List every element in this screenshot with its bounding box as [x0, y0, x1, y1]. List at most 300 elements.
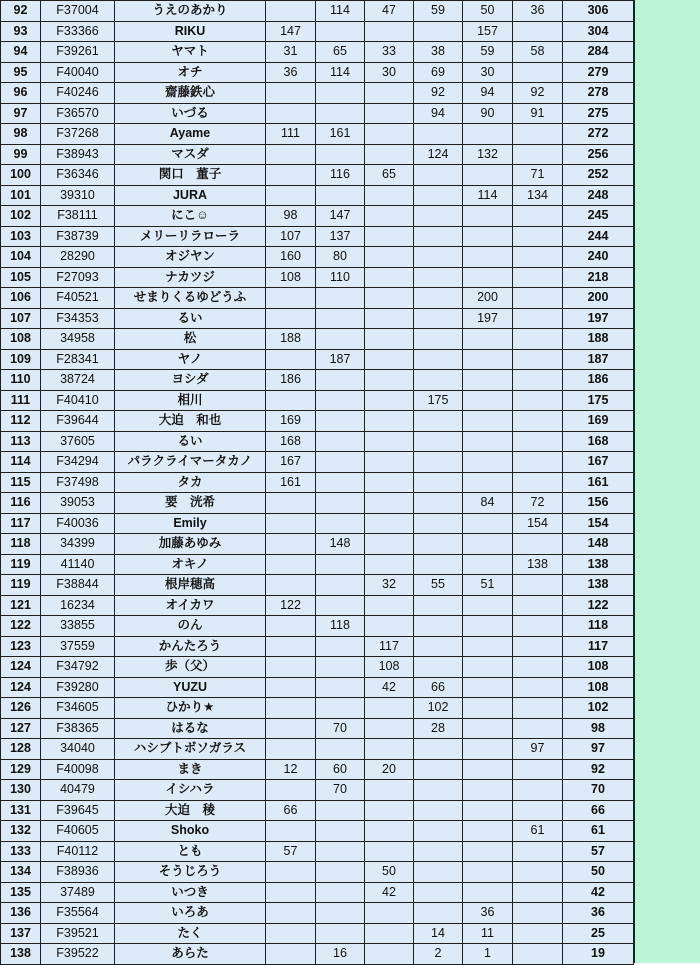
- rank-cell: 116: [1, 493, 41, 514]
- table-row: [1, 636, 634, 657]
- score-cell: [365, 534, 414, 555]
- score-cell: [463, 616, 513, 637]
- score-cell: [414, 288, 463, 309]
- total-score-cell: 278: [563, 83, 634, 104]
- score-cell: [365, 226, 414, 247]
- player-name-cell: Emily: [115, 513, 266, 534]
- score-cell: 50: [365, 862, 414, 883]
- score-cell: [513, 903, 563, 924]
- player-name-cell: るい: [115, 308, 266, 329]
- score-cell: [513, 370, 563, 391]
- score-cell: 91: [513, 103, 563, 124]
- score-cell: 147: [266, 21, 316, 42]
- score-cell: [365, 739, 414, 760]
- score-cell: 36: [266, 62, 316, 83]
- score-cell: 132: [463, 144, 513, 165]
- player-name-cell: ハシブトボソガラス: [115, 739, 266, 760]
- score-cell: [513, 411, 563, 432]
- score-cell: [463, 595, 513, 616]
- rank-cell: 110: [1, 370, 41, 391]
- score-cell: [513, 944, 563, 965]
- total-score-cell: 57: [563, 841, 634, 862]
- member-id-cell: 41140: [41, 554, 115, 575]
- score-cell: [316, 83, 365, 104]
- score-cell: [463, 862, 513, 883]
- score-cell: [365, 103, 414, 124]
- score-cell: [414, 759, 463, 780]
- member-id-cell: F40040: [41, 62, 115, 83]
- score-cell: [414, 554, 463, 575]
- score-cell: 60: [316, 759, 365, 780]
- table-row: [1, 944, 634, 965]
- score-cell: [365, 349, 414, 370]
- score-cell: [266, 144, 316, 165]
- score-cell: [513, 882, 563, 903]
- score-cell: [316, 862, 365, 883]
- score-cell: [266, 636, 316, 657]
- score-cell: [316, 903, 365, 924]
- member-id-cell: F37498: [41, 472, 115, 493]
- score-cell: [463, 370, 513, 391]
- score-cell: [365, 944, 414, 965]
- score-cell: [463, 329, 513, 350]
- table-row: [1, 288, 634, 309]
- score-cell: [365, 493, 414, 514]
- table-row: [1, 513, 634, 534]
- score-cell: [316, 21, 365, 42]
- table-row: [1, 903, 634, 924]
- score-cell: [414, 411, 463, 432]
- score-cell: [316, 308, 365, 329]
- rank-cell: 114: [1, 452, 41, 473]
- rank-cell: 95: [1, 62, 41, 83]
- score-cell: [463, 247, 513, 268]
- score-cell: [414, 493, 463, 514]
- score-cell: [266, 718, 316, 739]
- total-score-cell: 108: [563, 677, 634, 698]
- table-row: [1, 882, 634, 903]
- score-cell: 98: [266, 206, 316, 227]
- score-cell: [365, 390, 414, 411]
- score-cell: 30: [463, 62, 513, 83]
- score-cell: [365, 595, 414, 616]
- score-cell: [266, 308, 316, 329]
- member-id-cell: 34040: [41, 739, 115, 760]
- player-name-cell: あらた: [115, 944, 266, 965]
- score-cell: 137: [316, 226, 365, 247]
- score-cell: [513, 226, 563, 247]
- total-score-cell: 168: [563, 431, 634, 452]
- member-id-cell: F40036: [41, 513, 115, 534]
- score-cell: [365, 800, 414, 821]
- player-name-cell: まき: [115, 759, 266, 780]
- score-cell: 12: [266, 759, 316, 780]
- table-row: [1, 247, 634, 268]
- player-name-cell: いろあ: [115, 903, 266, 924]
- score-cell: 47: [365, 1, 414, 22]
- score-cell: [513, 534, 563, 555]
- player-name-cell: YUZU: [115, 677, 266, 698]
- score-cell: 161: [316, 124, 365, 145]
- rank-cell: 105: [1, 267, 41, 288]
- rank-cell: 118: [1, 534, 41, 555]
- rank-cell: 131: [1, 800, 41, 821]
- total-score-cell: 102: [563, 698, 634, 719]
- score-cell: [463, 677, 513, 698]
- score-cell: 70: [316, 780, 365, 801]
- score-cell: [316, 595, 365, 616]
- score-cell: [414, 636, 463, 657]
- score-cell: [316, 493, 365, 514]
- score-cell: [414, 267, 463, 288]
- score-cell: [365, 472, 414, 493]
- player-name-cell: とも: [115, 841, 266, 862]
- score-cell: 147: [316, 206, 365, 227]
- player-name-cell: オジヤン: [115, 247, 266, 268]
- score-cell: [463, 821, 513, 842]
- member-id-cell: F34792: [41, 657, 115, 678]
- score-cell: [365, 841, 414, 862]
- score-cell: [463, 800, 513, 821]
- member-id-cell: F34294: [41, 452, 115, 473]
- score-cell: [513, 780, 563, 801]
- rank-cell: 138: [1, 944, 41, 965]
- score-cell: [463, 165, 513, 186]
- score-cell: 187: [316, 349, 365, 370]
- total-score-cell: 245: [563, 206, 634, 227]
- total-score-cell: 118: [563, 616, 634, 637]
- score-cell: 124: [414, 144, 463, 165]
- member-id-cell: F28341: [41, 349, 115, 370]
- score-cell: [316, 554, 365, 575]
- score-cell: 50: [463, 1, 513, 22]
- score-cell: [513, 472, 563, 493]
- score-cell: 57: [266, 841, 316, 862]
- score-cell: 111: [266, 124, 316, 145]
- member-id-cell: 34399: [41, 534, 115, 555]
- score-cell: [266, 677, 316, 698]
- score-cell: [463, 534, 513, 555]
- score-cell: [365, 124, 414, 145]
- score-cell: [513, 657, 563, 678]
- score-cell: [414, 903, 463, 924]
- score-cell: [266, 780, 316, 801]
- table-row: [1, 739, 634, 760]
- score-cell: 138: [513, 554, 563, 575]
- player-name-cell: はるな: [115, 718, 266, 739]
- score-cell: 58: [513, 42, 563, 63]
- member-id-cell: F38739: [41, 226, 115, 247]
- score-cell: 42: [365, 677, 414, 698]
- score-cell: [414, 800, 463, 821]
- member-id-cell: F39280: [41, 677, 115, 698]
- table-row: [1, 821, 634, 842]
- score-cell: [513, 759, 563, 780]
- score-cell: 122: [266, 595, 316, 616]
- score-cell: 72: [513, 493, 563, 514]
- score-cell: [266, 657, 316, 678]
- table-row: [1, 534, 634, 555]
- score-cell: [414, 206, 463, 227]
- score-cell: [513, 267, 563, 288]
- table-row: [1, 431, 634, 452]
- score-cell: [365, 144, 414, 165]
- score-cell: 118: [316, 616, 365, 637]
- score-cell: 167: [266, 452, 316, 473]
- score-cell: 70: [316, 718, 365, 739]
- score-cell: [463, 657, 513, 678]
- table-row: [1, 493, 634, 514]
- score-cell: [316, 472, 365, 493]
- score-cell: [316, 677, 365, 698]
- score-cell: [463, 636, 513, 657]
- rank-cell: 134: [1, 862, 41, 883]
- table-row: [1, 349, 634, 370]
- score-cell: 20: [365, 759, 414, 780]
- score-cell: [414, 780, 463, 801]
- member-id-cell: F27093: [41, 267, 115, 288]
- rank-cell: 119: [1, 554, 41, 575]
- member-id-cell: F39645: [41, 800, 115, 821]
- score-cell: 55: [414, 575, 463, 596]
- player-name-cell: メリーリラローラ: [115, 226, 266, 247]
- table-row: [1, 124, 634, 145]
- total-score-cell: 19: [563, 944, 634, 965]
- total-score-cell: 70: [563, 780, 634, 801]
- member-id-cell: F33366: [41, 21, 115, 42]
- score-cell: [316, 513, 365, 534]
- player-name-cell: オキノ: [115, 554, 266, 575]
- table-row: [1, 206, 634, 227]
- score-cell: 66: [414, 677, 463, 698]
- player-name-cell: 相川: [115, 390, 266, 411]
- rank-cell: 121: [1, 595, 41, 616]
- score-cell: [414, 185, 463, 206]
- rank-cell: 92: [1, 1, 41, 22]
- score-cell: [365, 616, 414, 637]
- score-cell: 33: [365, 42, 414, 63]
- score-cell: [316, 329, 365, 350]
- rank-cell: 111: [1, 390, 41, 411]
- player-name-cell: たく: [115, 923, 266, 944]
- player-name-cell: RIKU: [115, 21, 266, 42]
- table-row: [1, 21, 634, 42]
- score-cell: [414, 882, 463, 903]
- score-cell: [266, 103, 316, 124]
- score-cell: [463, 124, 513, 145]
- player-name-cell: 要 洸希: [115, 493, 266, 514]
- score-cell: 186: [266, 370, 316, 391]
- score-cell: [316, 411, 365, 432]
- score-cell: [463, 349, 513, 370]
- score-cell: [414, 452, 463, 473]
- rank-cell: 126: [1, 698, 41, 719]
- score-cell: 16: [316, 944, 365, 965]
- table-row: [1, 841, 634, 862]
- score-cell: 59: [463, 42, 513, 63]
- member-id-cell: F37268: [41, 124, 115, 145]
- score-cell: [414, 595, 463, 616]
- total-score-cell: 167: [563, 452, 634, 473]
- player-name-cell: せまりくるゆどうふ: [115, 288, 266, 309]
- score-cell: [513, 698, 563, 719]
- total-score-cell: 284: [563, 42, 634, 63]
- score-cell: 188: [266, 329, 316, 350]
- score-cell: [316, 698, 365, 719]
- total-score-cell: 98: [563, 718, 634, 739]
- score-cell: [414, 841, 463, 862]
- score-cell: [414, 534, 463, 555]
- total-score-cell: 187: [563, 349, 634, 370]
- table-row: [1, 718, 634, 739]
- member-id-cell: F40246: [41, 83, 115, 104]
- score-cell: [513, 431, 563, 452]
- member-id-cell: F34353: [41, 308, 115, 329]
- score-cell: 154: [513, 513, 563, 534]
- score-cell: [365, 411, 414, 432]
- player-name-cell: うえのあかり: [115, 1, 266, 22]
- score-cell: [414, 349, 463, 370]
- total-score-cell: 272: [563, 124, 634, 145]
- score-cell: 114: [463, 185, 513, 206]
- table-row: [1, 554, 634, 575]
- score-cell: [414, 431, 463, 452]
- member-id-cell: 34958: [41, 329, 115, 350]
- total-score-cell: 197: [563, 308, 634, 329]
- score-cell: [414, 21, 463, 42]
- member-id-cell: 28290: [41, 247, 115, 268]
- player-name-cell: 齋藤鉄心: [115, 83, 266, 104]
- total-score-cell: 92: [563, 759, 634, 780]
- total-score-cell: 25: [563, 923, 634, 944]
- table-row: [1, 308, 634, 329]
- total-score-cell: 240: [563, 247, 634, 268]
- total-score-cell: 275: [563, 103, 634, 124]
- member-id-cell: 37559: [41, 636, 115, 657]
- score-cell: [266, 903, 316, 924]
- total-score-cell: 97: [563, 739, 634, 760]
- score-cell: 110: [316, 267, 365, 288]
- score-cell: 61: [513, 821, 563, 842]
- score-cell: [365, 370, 414, 391]
- ranking-rows: [1, 1, 634, 965]
- score-cell: [513, 144, 563, 165]
- table-row: [1, 677, 634, 698]
- total-score-cell: 138: [563, 554, 634, 575]
- score-cell: [365, 513, 414, 534]
- player-name-cell: ヤノ: [115, 349, 266, 370]
- score-cell: [513, 616, 563, 637]
- score-cell: 197: [463, 308, 513, 329]
- score-cell: [266, 882, 316, 903]
- score-cell: [266, 83, 316, 104]
- score-cell: [365, 431, 414, 452]
- table-row: [1, 1, 634, 22]
- score-cell: 117: [365, 636, 414, 657]
- rank-cell: 129: [1, 759, 41, 780]
- player-name-cell: オチ: [115, 62, 266, 83]
- player-name-cell: 大迫 稜: [115, 800, 266, 821]
- player-name-cell: 大迫 和也: [115, 411, 266, 432]
- score-cell: [513, 862, 563, 883]
- score-cell: 32: [365, 575, 414, 596]
- score-cell: [365, 288, 414, 309]
- score-cell: 94: [463, 83, 513, 104]
- score-cell: [513, 206, 563, 227]
- score-cell: [316, 657, 365, 678]
- rank-cell: 115: [1, 472, 41, 493]
- score-cell: [316, 882, 365, 903]
- score-cell: [266, 390, 316, 411]
- table-row: [1, 472, 634, 493]
- rank-cell: 136: [1, 903, 41, 924]
- rank-cell: 108: [1, 329, 41, 350]
- total-score-cell: 154: [563, 513, 634, 534]
- player-name-cell: 松: [115, 329, 266, 350]
- score-cell: [266, 513, 316, 534]
- score-cell: [513, 677, 563, 698]
- score-cell: [266, 821, 316, 842]
- member-id-cell: F38936: [41, 862, 115, 883]
- score-cell: 92: [513, 83, 563, 104]
- rank-cell: 100: [1, 165, 41, 186]
- player-name-cell: Shoko: [115, 821, 266, 842]
- score-cell: 92: [414, 83, 463, 104]
- rank-cell: 107: [1, 308, 41, 329]
- score-cell: 71: [513, 165, 563, 186]
- score-cell: [266, 862, 316, 883]
- member-id-cell: 37605: [41, 431, 115, 452]
- score-cell: [463, 452, 513, 473]
- score-cell: 116: [316, 165, 365, 186]
- member-id-cell: 37489: [41, 882, 115, 903]
- score-cell: [316, 390, 365, 411]
- score-cell: [513, 636, 563, 657]
- score-cell: 134: [513, 185, 563, 206]
- score-cell: [365, 903, 414, 924]
- player-name-cell: オイカワ: [115, 595, 266, 616]
- score-cell: [463, 554, 513, 575]
- score-cell: [316, 636, 365, 657]
- score-cell: 31: [266, 42, 316, 63]
- score-cell: [365, 329, 414, 350]
- score-cell: [316, 452, 365, 473]
- score-cell: [513, 247, 563, 268]
- score-cell: 84: [463, 493, 513, 514]
- score-cell: 157: [463, 21, 513, 42]
- member-id-cell: F39522: [41, 944, 115, 965]
- score-cell: 114: [316, 1, 365, 22]
- member-id-cell: F34605: [41, 698, 115, 719]
- table-row: [1, 267, 634, 288]
- rank-cell: 127: [1, 718, 41, 739]
- player-name-cell: Ayame: [115, 124, 266, 145]
- rank-cell: 117: [1, 513, 41, 534]
- score-cell: [463, 739, 513, 760]
- player-name-cell: イシハラ: [115, 780, 266, 801]
- total-score-cell: 66: [563, 800, 634, 821]
- player-name-cell: ヤマト: [115, 42, 266, 63]
- score-cell: [266, 534, 316, 555]
- table-row: [1, 62, 634, 83]
- score-cell: [513, 124, 563, 145]
- score-cell: 108: [266, 267, 316, 288]
- score-cell: 94: [414, 103, 463, 124]
- score-cell: 102: [414, 698, 463, 719]
- member-id-cell: F40521: [41, 288, 115, 309]
- score-cell: 1: [463, 944, 513, 965]
- total-score-cell: 148: [563, 534, 634, 555]
